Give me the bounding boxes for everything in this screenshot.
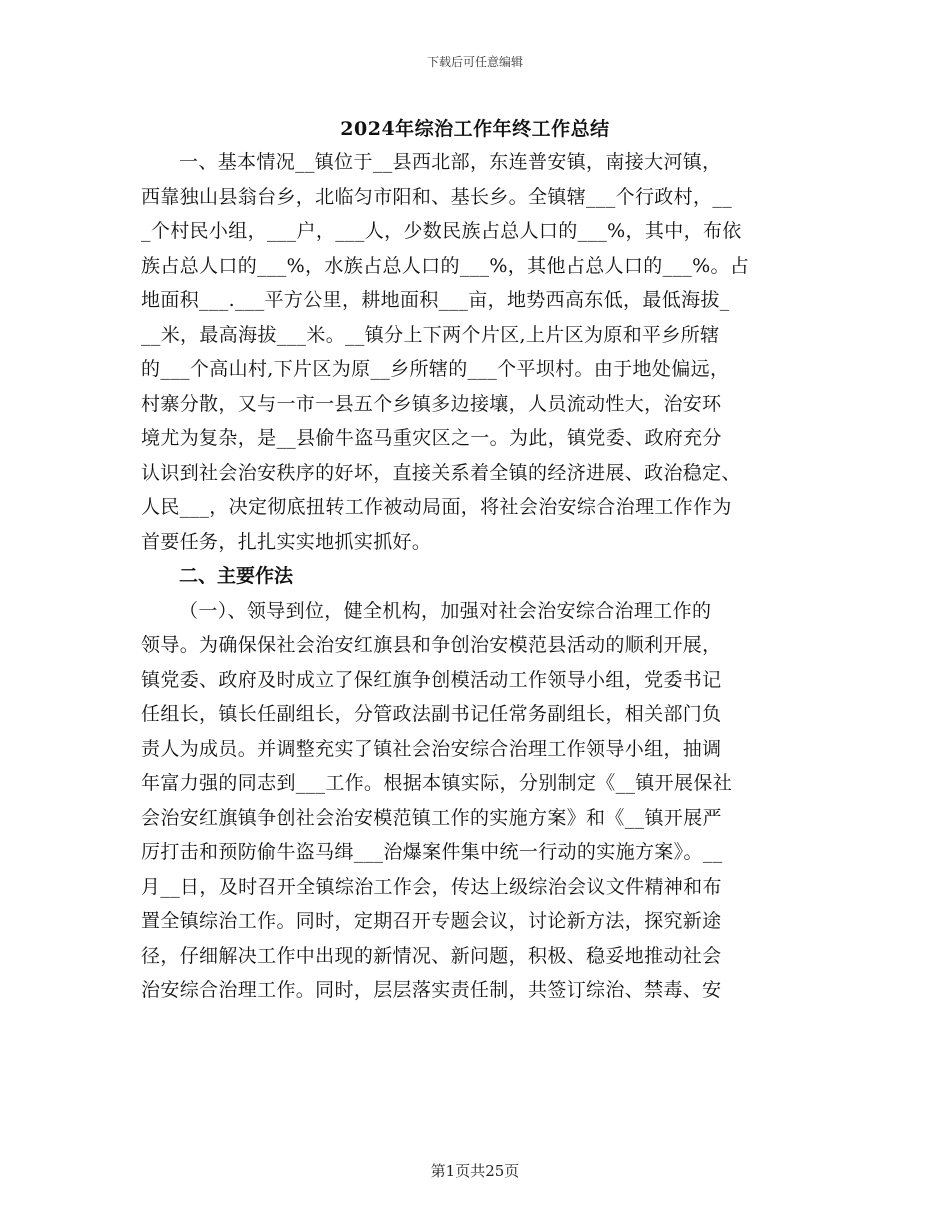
paragraph-line: 径，仔细解决工作中出现的新情况、新问题，积极、稳妥地推动社会 <box>141 944 722 967</box>
paragraph-line: 地面积___.___平方公里，耕地面积___亩，地势西高东低，最低海拔_ <box>141 289 730 311</box>
paragraph-line: 月__日，及时召开全镇综治工作会，传达上级综治会议文件精神和布 <box>141 875 722 898</box>
paragraph-line: 置全镇综治工作。同时，定期召开专题会议，讨论新方法，探究新途 <box>141 910 722 932</box>
header-note: 下载后可任意编辑 <box>426 55 523 69</box>
paragraph-line: __米，最高海拔___米。__镇分上下两个片区,上片区为原和平乡所辖 <box>141 323 720 346</box>
paragraph-line: _个村民小组，___户，___人，少数民族占总人口的___%，其中，布依 <box>141 220 742 242</box>
paragraph-line: 族占总人口的___%，水族占总人口的___%，其他占总人口的___%。占 <box>141 254 750 277</box>
paragraph-line: 首要任务，扎扎实实地抓实抓好。 <box>141 530 432 553</box>
section-basic-situation <box>141 145 811 559</box>
paragraph-line: （一）、领导到位，健全机构，加强对社会治安综合治理工作的 <box>179 599 712 622</box>
paragraph-line: 认识到社会治安秩序的好坏，直接关系着全镇的经济进展、政治稳定、 <box>141 461 741 484</box>
paragraph-line: 会治安红旗镇争创社会治安模范镇工作的实施方案》和《__镇开展严 <box>141 806 722 829</box>
paragraph-line: 年富力强的同志到___工作。根据本镇实际，分别制定《__镇开展保社 <box>141 772 733 794</box>
paragraph-line: 村寨分散，又与一市一县五个乡镇多边接壤，人员流动性大，治安环 <box>141 392 722 415</box>
paragraph-line: 任组长，镇长任副组长，分管政法副书记任常务副组长，相关部门负 <box>141 703 722 725</box>
paragraph-line: 的___个高山村,下片区为原__乡所辖的___个平坝村。由于地处偏远， <box>141 358 730 380</box>
paragraph-line: 人民___，决定彻底扭转工作被动局面，将社会治安综合治理工作作为 <box>141 496 732 518</box>
paragraph-line: 境尤为复杂，是__县偷牛盗马重灾区之一。为此，镇党委、政府充分 <box>141 427 722 449</box>
paragraph-line: 责人为成员。并调整充实了镇社会治安综合治理工作领导小组，抽调 <box>141 737 722 760</box>
paragraph-line: 领导。为确保保社会治安红旗县和争创治安模范县活动的顺利开展， <box>141 634 722 656</box>
section-main-practices <box>141 594 811 1008</box>
paragraph-line: 一、基本情况__镇位于__县西北部，东连普安镇，南接大河镇， <box>179 151 722 173</box>
section-heading-main-practices: 二、主要作法 <box>179 565 294 587</box>
document-body <box>141 145 811 1008</box>
document-title: 2024年综治工作年终工作总结 <box>340 118 610 140</box>
page-number: 第1页共25页 <box>430 1162 520 1180</box>
paragraph-line: 镇党委、政府及时成立了保红旗争创模活动工作领导小组，党委书记 <box>141 668 722 691</box>
paragraph-line: 厉打击和预防偷牛盗马缉___治爆案件集中统一行动的实施方案》。__ <box>141 841 723 863</box>
paragraph-line: 西靠独山县翁台乡，北临匀市阳和、基长乡。全镇辖___个行政村，__ <box>141 185 733 208</box>
paragraph-line: 治安综合治理工作。同时，层层落实责任制，共签订综治、禁毒、安 <box>141 979 722 1001</box>
